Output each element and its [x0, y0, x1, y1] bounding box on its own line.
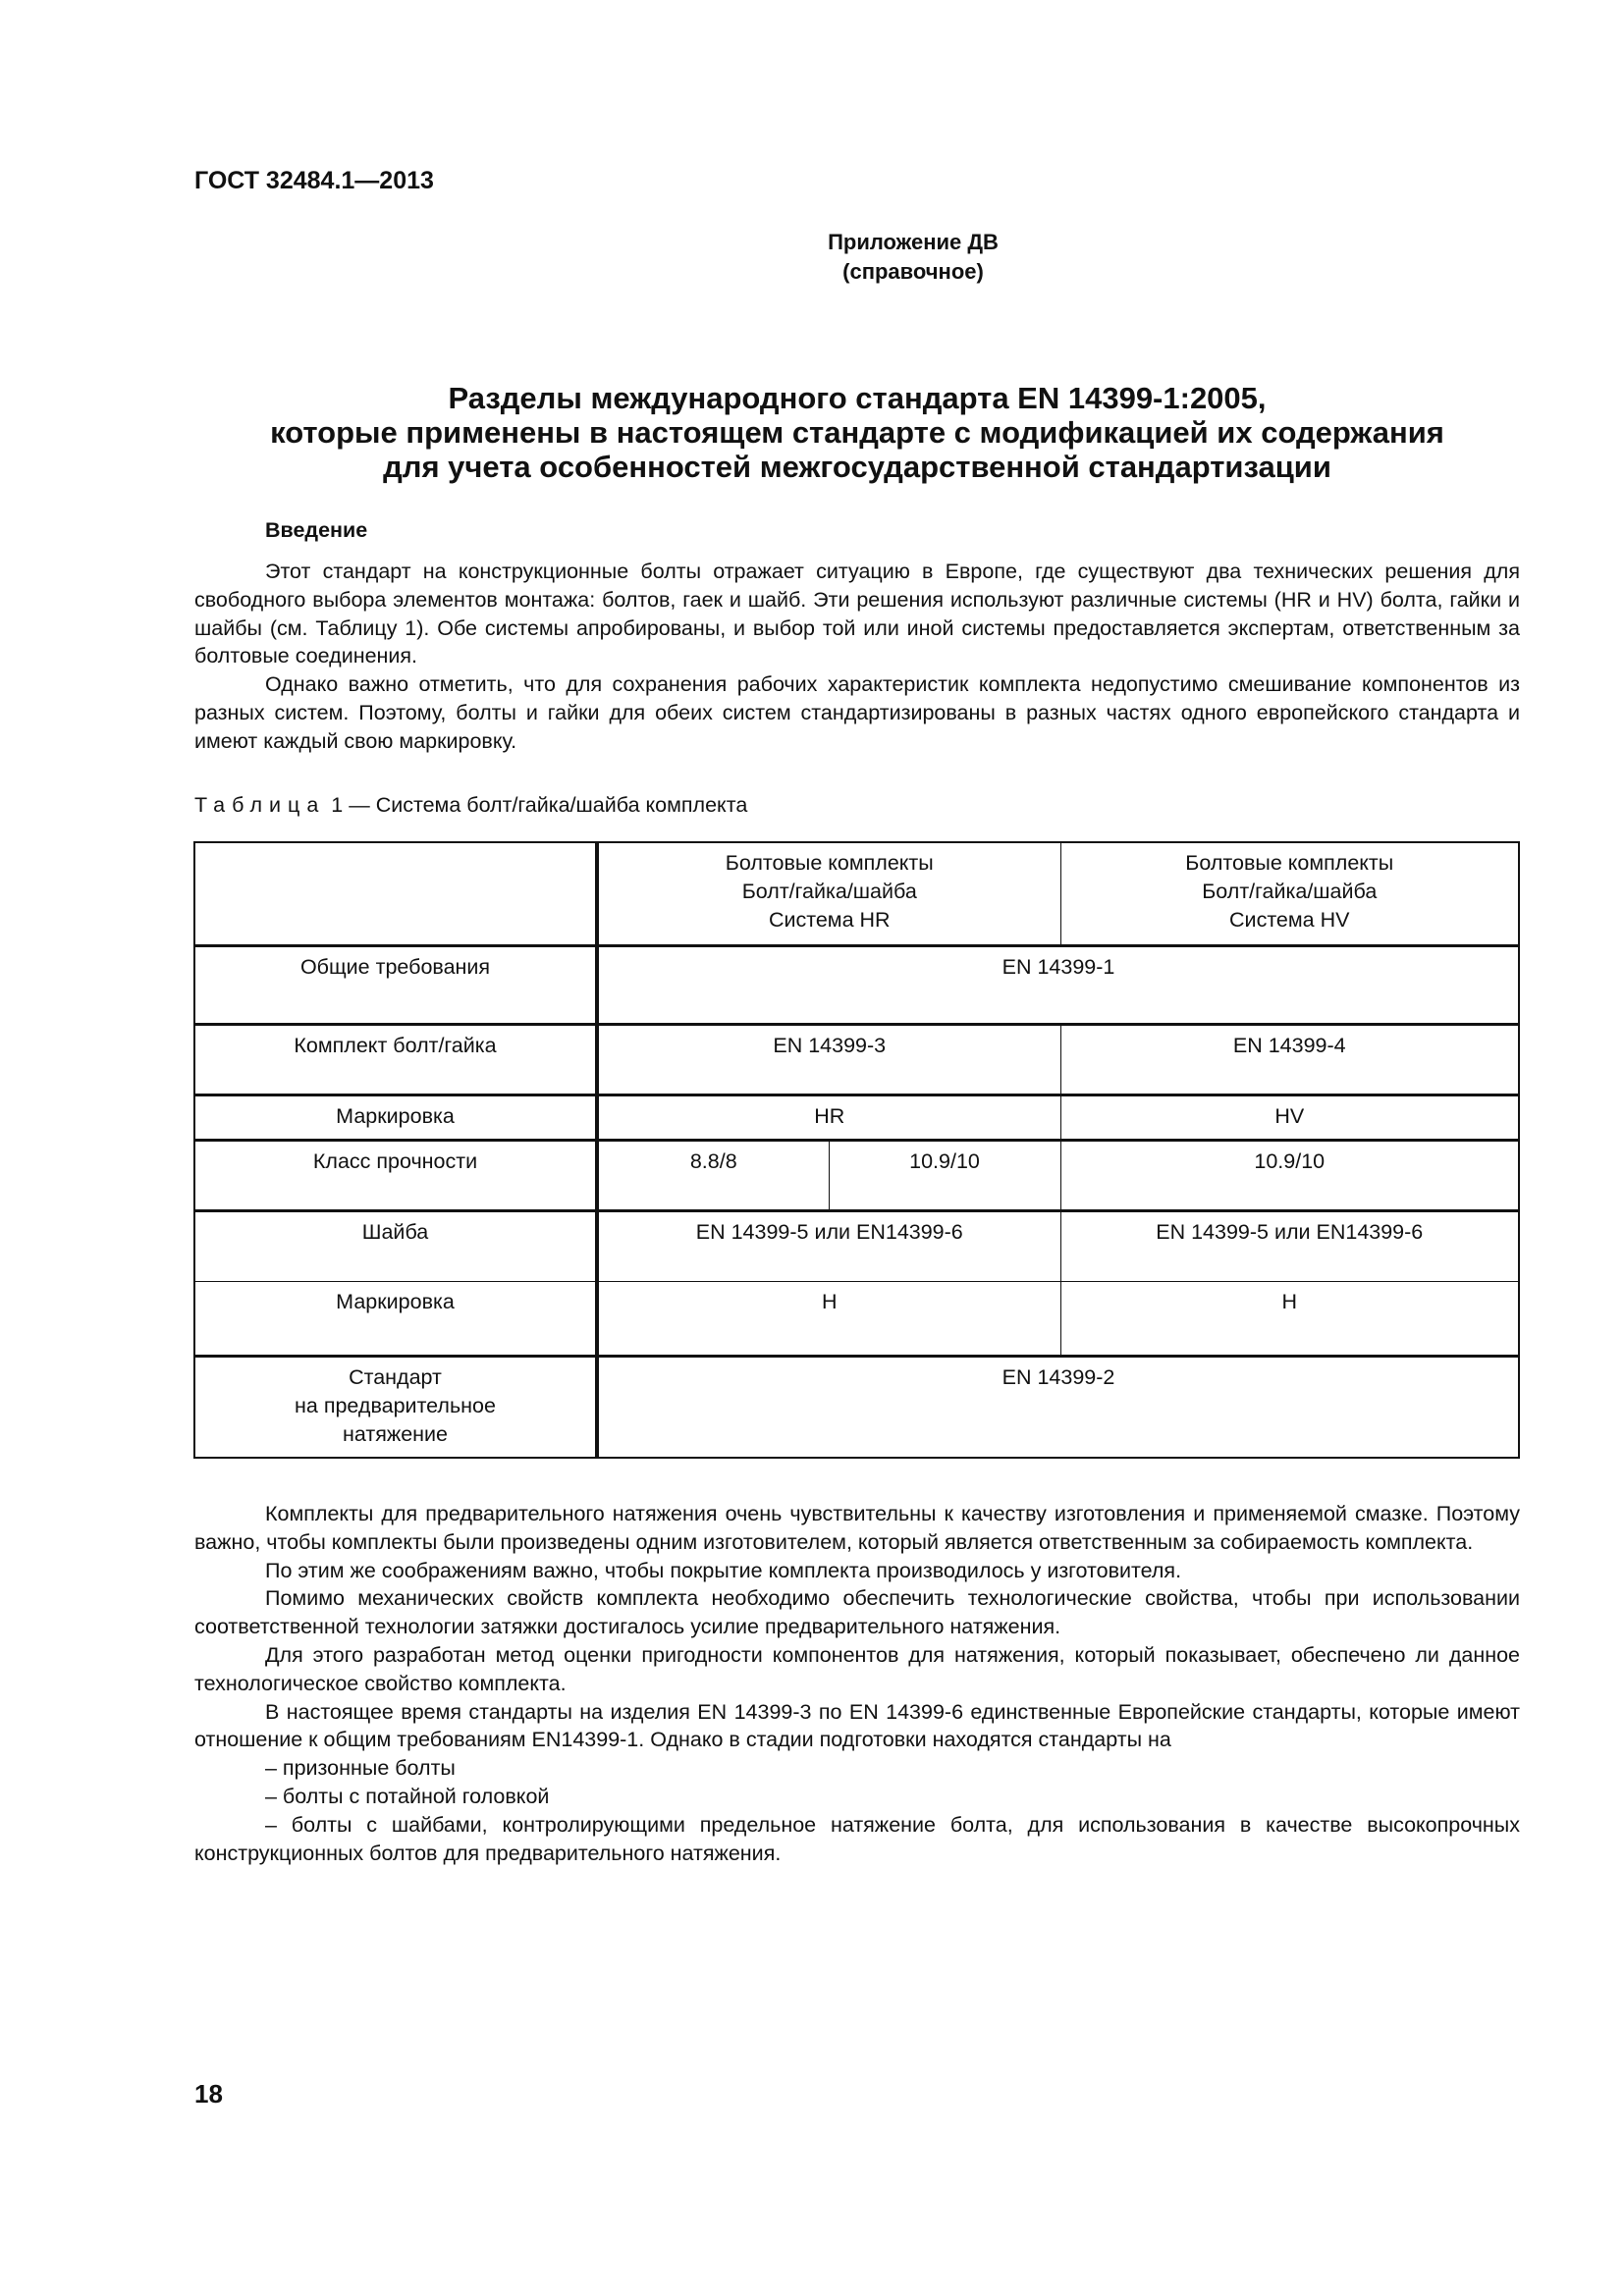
paragraph: В настоящее время стандарты на изделия EN 14399-3 по EN 14399-6 единственные Европейские стандарты, которые имеют отношение к общим требованиям EN14399-1. Однако в стадии подготовки находятся стандарты на [194, 1699, 1520, 1752]
header-line: Система HV [1229, 908, 1350, 932]
table-cell [194, 842, 597, 945]
bolt-system-table [193, 841, 1520, 1459]
table-row [194, 1140, 1519, 1210]
table-row [194, 1356, 1519, 1458]
table-row [194, 945, 1519, 1024]
table-cell: EN 14399-5 или EN14399-6 [1060, 1210, 1519, 1281]
intro-heading: Введение [265, 518, 368, 542]
title-line: Разделы международного стандарта EN 14399-1:2005, [448, 381, 1267, 415]
document-id: ГОСТ 32484.1—2013 [194, 167, 434, 194]
row-label: Маркировка [194, 1281, 597, 1356]
table-row [194, 1210, 1519, 1281]
appendix-label [0, 228, 1624, 287]
table-cell: H [597, 1281, 1060, 1356]
table-cell: 8.8/8 [597, 1140, 829, 1210]
table-row [194, 1281, 1519, 1356]
paragraph: Однако важно отметить, что для сохранения рабочих характеристик комплекта недопустимо смешивание компонентов из разных систем. Поэтому, болты и гайки для обеих систем стандартизированы в разных частях одного европейского стандарта и имеют каждый свою маркировку. [194, 672, 1520, 753]
list-item: – призонные болты [265, 1756, 456, 1781]
table-cell: EN 14399-3 [597, 1024, 1060, 1095]
table-cell: 10.9/10 [829, 1140, 1060, 1210]
title-line: для учета особенностей межгосударственной стандартизации [383, 450, 1331, 484]
intro-text [194, 558, 1520, 756]
paragraph: Этот стандарт на конструкционные болты отражает ситуацию в Европе, где существуют два технических решения для свободного выбора элементов монтажа: болтов, гаек и шайб. Эти решения используют различные системы (HR и HV) болта, гайки и шайбы (см. Таблицу 1). Обе системы апробированы, и выбор той или иной системы предоставляется экспертам, ответственным за болтовые соединения. [194, 560, 1520, 668]
label-line: натяжение [342, 1421, 449, 1446]
appendix-type: (справочное) [842, 259, 984, 284]
page-number: 18 [194, 2079, 223, 2109]
table-cell: EN 14399-2 [597, 1356, 1519, 1458]
paragraph: Помимо механических свойств комплекта необходимо обеспечить технологические свойства, чтобы при использовании соответственной технологии затяжки достигалось усилие предварительного натяжения. [194, 1586, 1520, 1639]
table-header-hv [1060, 842, 1519, 945]
header-line: Болт/гайка/шайба [741, 880, 917, 903]
list-item: – болты с шайбами, контролирующими предельное натяжение болта, для использования в качестве высокопрочных конструкционных болтов для предварительного натяжения. [194, 1812, 1520, 1865]
table-cell: EN 14399-5 или EN14399-6 [597, 1210, 1060, 1281]
table-row [194, 1024, 1519, 1095]
table-row [194, 1095, 1519, 1140]
caption-text: 1 — Система болт/гайка/шайба комплекта [325, 793, 748, 817]
header-line: Болт/гайка/шайба [1202, 880, 1378, 903]
header-line: Болтовые комплекты [725, 851, 934, 875]
paragraph: Для этого разработан метод оценки пригодности компонентов для натяжения, который показывает, обеспечено ли данное технологическое свойство комплекта. [194, 1642, 1520, 1695]
header-line: Болтовые комплекты [1185, 851, 1394, 875]
row-label [194, 1356, 597, 1458]
row-label: Шайба [194, 1210, 597, 1281]
list-item: – болты с потайной головкой [265, 1784, 550, 1808]
title-line: которые применены в настоящем стандарте с модификацией их содержания [270, 415, 1444, 450]
section-title [194, 381, 1520, 484]
table-header-row [194, 842, 1519, 945]
caption-prefix: Таблица [194, 793, 326, 817]
label-line: на предварительное [295, 1393, 496, 1417]
table-cell: EN 14399-1 [597, 945, 1519, 1024]
table-cell: HV [1060, 1095, 1519, 1140]
appendix-name: Приложение ДВ [828, 230, 999, 254]
table-header-hr [597, 842, 1060, 945]
paragraph: По этим же соображениям важно, чтобы покрытие комплекта производилось у изготовителя. [265, 1558, 1182, 1582]
row-label: Маркировка [194, 1095, 597, 1140]
table-cell: EN 14399-4 [1060, 1024, 1519, 1095]
row-label: Комплект болт/гайка [194, 1024, 597, 1095]
table-caption [194, 793, 747, 818]
paragraph: Комплекты для предварительного натяжения очень чувствительны к качеству изготовления и применяемой смазке. Поэтому важно, чтобы комплекты были произведены одним изготовителем, который является ответственным за собираемость комплекта. [194, 1502, 1520, 1554]
table-cell: HR [597, 1095, 1060, 1140]
table-cell: H [1060, 1281, 1519, 1356]
row-label: Общие требования [194, 945, 597, 1024]
post-table-text [194, 1500, 1520, 1867]
table-cell: 10.9/10 [1060, 1140, 1519, 1210]
bullet-list [194, 1754, 1520, 1867]
label-line: Стандарт [349, 1364, 442, 1389]
header-line: Система HR [768, 908, 891, 932]
row-label: Класс прочности [194, 1140, 597, 1210]
